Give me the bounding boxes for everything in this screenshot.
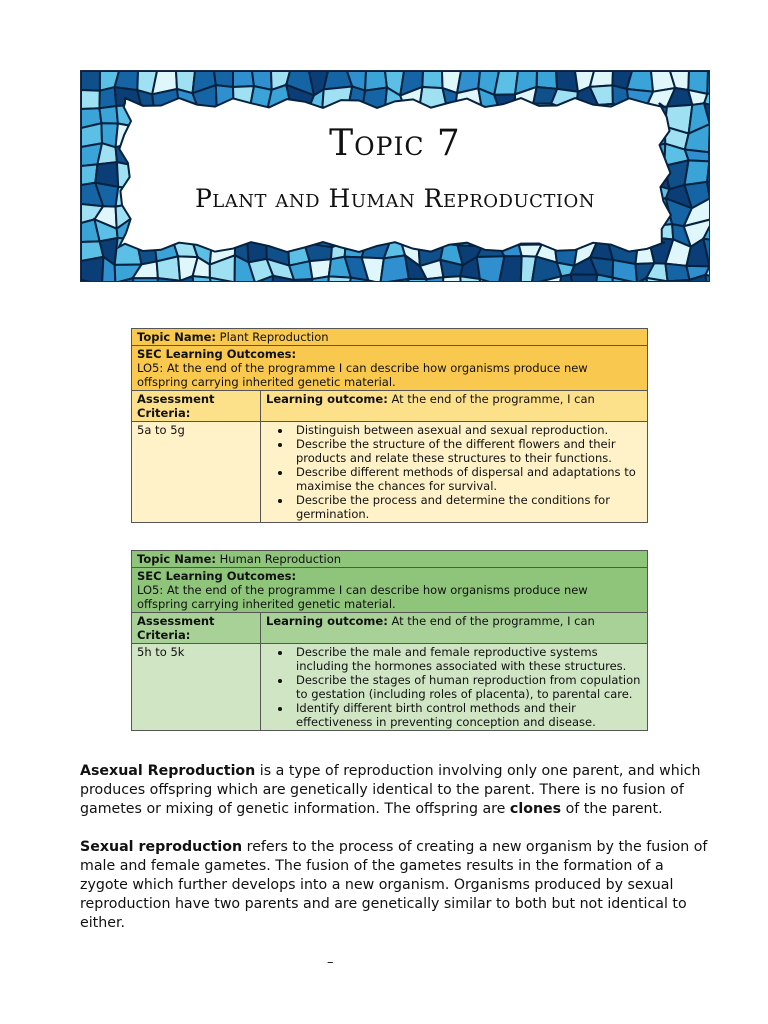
list-item: • Describe the male and female reproductive systems including the hormones associated with these structures. (292, 645, 642, 673)
clones-term: clones (509, 801, 562, 817)
sexual-text: refers to the process of creating a new organism by the fusion of male and female gametes. The fusion of the gametes results in the formation of a zygote which further develops into a new organism. Organisms produced by sexual reproduction have two parents and are genetically similar to both but not identical to either. (80, 839, 708, 931)
mosaic-tile (133, 278, 158, 281)
list-item: • Describe the stages of human reproduction from copulation to gestation (including roles of placenta), to parental care. (292, 673, 642, 701)
outcome-header (261, 391, 648, 422)
asexual-reproduction-paragraph (80, 762, 710, 819)
sec-row (132, 346, 648, 391)
mosaic-tile (99, 106, 117, 124)
mosaic-tile (290, 279, 312, 281)
mosaic-tile (99, 87, 116, 108)
mosaic-tile (571, 274, 598, 281)
outcome-header (261, 613, 648, 644)
list-item: • Distinguish between asexual and sexual reproduction. (292, 423, 642, 437)
criteria-range: 5h to 5k (132, 644, 261, 731)
list-item: • Describe different methods of dispersal and adaptations to maximise the chances for survival. (292, 465, 642, 493)
criteria-range: 5a to 5g (132, 422, 261, 523)
outcome-label: Learning outcome: (266, 392, 388, 406)
outcome-list (266, 645, 642, 729)
topic-label: Topic Name: (137, 552, 216, 566)
topic-row (132, 551, 648, 568)
topic-value: Human Reproduction (219, 552, 342, 566)
header-row (132, 613, 648, 644)
sec-text: LO5: At the end of the programme I can describe how organisms produce new offspring carrying inherited genetic material. (137, 361, 588, 389)
asexual-text-end: of the parent. (565, 801, 663, 817)
page-footer-mark: – (327, 955, 334, 970)
mosaic-tile (81, 257, 103, 281)
human-reproduction-table (131, 550, 648, 731)
sec-outcomes-cell (132, 346, 648, 391)
mosaic-tile (328, 276, 351, 281)
plant-reproduction-table (131, 328, 648, 523)
topic-row (132, 329, 648, 346)
criteria-row (132, 422, 648, 523)
mosaic-tile (442, 276, 461, 281)
outcome-text: At the end of the programme, I can (391, 614, 595, 628)
criteria-row (132, 644, 648, 731)
outcome-list-cell (261, 422, 648, 523)
mosaic-frame (81, 71, 709, 281)
mosaic-tile (81, 90, 100, 109)
mosaic-tile (380, 255, 408, 281)
mosaic-tile (590, 71, 613, 87)
mosaic-tile (705, 275, 709, 281)
sec-row (132, 568, 648, 613)
sec-label: SEC Learning Outcomes: (137, 347, 297, 361)
sec-outcomes-cell (132, 568, 648, 613)
topic-subtitle: Plant and Human Reproduction (194, 184, 596, 213)
list-item: • Describe the structure of the different flowers and their products and relate these structures to their functions. (292, 437, 642, 465)
mosaic-tile (537, 71, 558, 89)
sexual-reproduction-paragraph (80, 838, 710, 933)
mosaic-tile (233, 71, 254, 87)
outcome-text: At the end of the programme, I can (391, 392, 595, 406)
topic-name-cell (132, 329, 648, 346)
outcome-list-cell (261, 644, 648, 731)
title-banner (80, 70, 710, 282)
asexual-text: is a type of reproduction involving only one parent, and which produces offspring which are genetically identical to the parent. There is no fusion of gametes or mixing of genetic information. The offspring are (80, 763, 701, 817)
criteria-header (132, 613, 261, 644)
outcome-label: Learning outcome: (266, 614, 388, 628)
asexual-term: Asexual Reproduction (80, 763, 256, 779)
outcome-list (266, 423, 642, 521)
topic-name-cell (132, 551, 648, 568)
mosaic-tile (157, 256, 180, 280)
mosaic-tile (81, 71, 100, 91)
topic-label: Topic Name: (137, 330, 216, 344)
criteria-header-text: Assessment Criteria: (137, 392, 215, 420)
topic-value: Plant Reproduction (219, 330, 329, 344)
mosaic-tile (289, 261, 312, 280)
header-row (132, 391, 648, 422)
criteria-header (132, 391, 261, 422)
sexual-term: Sexual reproduction (80, 839, 243, 855)
sec-label: SEC Learning Outcomes: (137, 569, 297, 583)
topic-title: Topic 7 (329, 123, 461, 164)
criteria-header-text: Assessment Criteria: (137, 614, 215, 642)
mosaic-tile (707, 71, 709, 94)
title-panel (119, 98, 671, 252)
list-item: • Describe the process and determine the conditions for germination. (292, 493, 642, 521)
sec-text: LO5: At the end of the programme I can describe how organisms produce new offspring carrying inherited genetic material. (137, 583, 588, 611)
list-item: • Identify different birth control methods and their effectiveness in preventing conception and disease. (292, 701, 642, 729)
mosaic-tile (422, 71, 442, 88)
